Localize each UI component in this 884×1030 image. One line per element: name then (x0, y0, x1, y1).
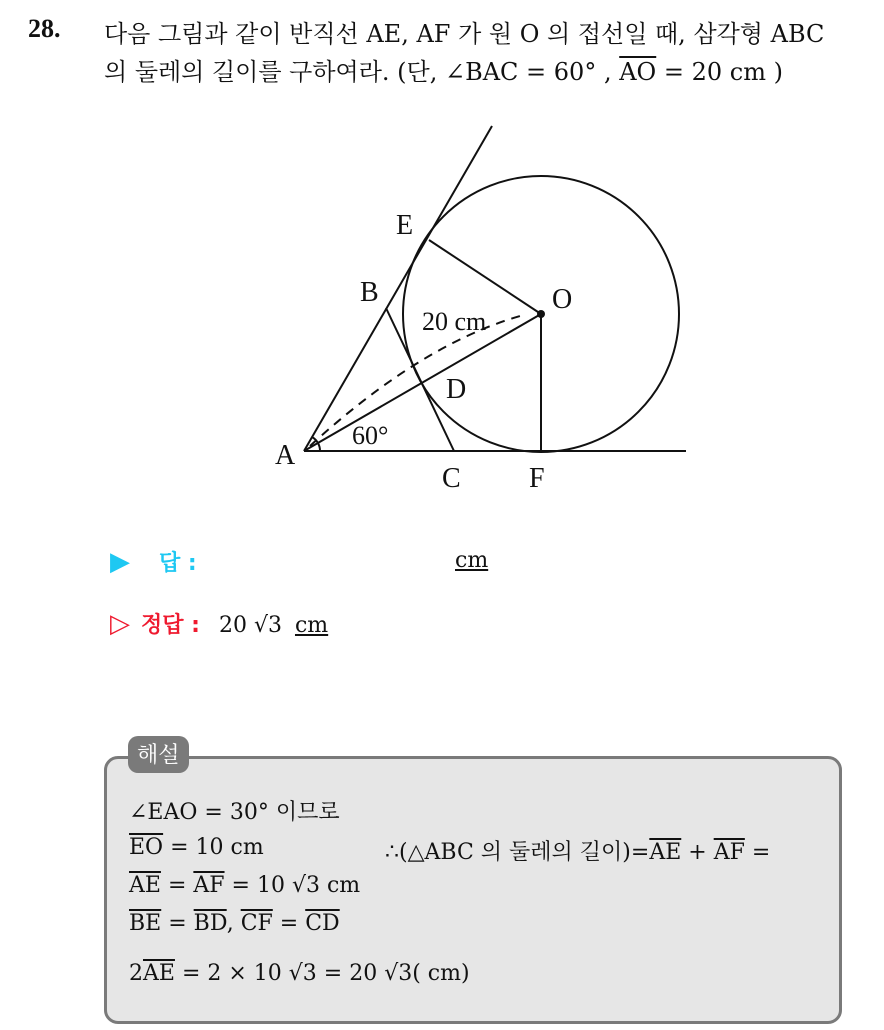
solution-line-2-right (385, 835, 770, 866)
solution-line-3 (129, 873, 360, 898)
label-a: A (275, 440, 296, 471)
label-e: E (396, 210, 414, 241)
segment-ae-final: $\overline{AE}$ (143, 961, 175, 986)
solution-line-2 (129, 835, 264, 860)
segment-af-right: $\overline{AF}$ (713, 840, 745, 865)
label-d: D (446, 374, 467, 405)
correct-answer-row (110, 608, 328, 639)
solution-line-1: ∠EAO = 30° 이므로 (129, 800, 340, 825)
solution-equals: = (744, 840, 771, 865)
label-c: C (442, 463, 461, 494)
label-o: O (552, 284, 573, 315)
solution-tab: 해설 (128, 736, 189, 773)
segment-ao: $\overline{AO}$ (619, 58, 657, 86)
arc-dashed (310, 316, 520, 446)
solution-line-5-pre: 2 (129, 961, 143, 986)
segment-cf: $\overline{CF}$ (240, 911, 273, 936)
label-f: F (529, 463, 545, 494)
question-text-line2-pre: 의 둘레의 길이를 구하여라. (단, ∠BAC = 60° , (104, 58, 620, 86)
solution-line-4-comma: , (226, 911, 241, 936)
center-point-o (537, 310, 545, 318)
radius-label: 20 cm (422, 307, 487, 336)
solution-line-3-eq: = (160, 873, 194, 898)
solution-line-4-eq1: = (161, 911, 194, 936)
label-b: B (360, 277, 379, 308)
question-text-line2-post: = 20 cm ) (656, 58, 783, 86)
segment-be: $\overline{BE}$ (129, 911, 162, 936)
segment-ae-right: $\overline{AE}$ (649, 840, 682, 865)
angle-label: 60° (352, 421, 389, 450)
segment-eo: $\overline{EO}$ (129, 835, 164, 860)
play-arrow-icon: ▶ (110, 547, 130, 577)
answer-unit: cm (455, 548, 489, 573)
segment-cd: $\overline{CD}$ (305, 911, 340, 936)
solution-perimeter-text: ∴(△ABC 의 둘레의 길이)= (385, 840, 650, 865)
solution-box (104, 756, 842, 1024)
segment-ae: $\overline{AE}$ (129, 873, 161, 898)
segment-eo-line (429, 240, 541, 314)
solution-line-5-rest: = 2 × 10 √3 = 20 √3( cm) (174, 961, 470, 986)
correct-answer-label: 정답 : (141, 613, 200, 638)
solution-plus: + (681, 840, 714, 865)
solution-line-3-rest: = 10 √3 cm (224, 873, 361, 898)
hollow-arrow-icon: ▷ (110, 609, 130, 639)
solution-line-4 (129, 911, 340, 936)
segment-bd: $\overline{BD}$ (193, 911, 227, 936)
answer-label: 답 : (159, 551, 197, 576)
answer-row (110, 546, 489, 577)
question-text-line1: 다음 그림과 같이 반직선 AE, AF 가 원 O 의 접선일 때, 삼각형 ABC (104, 20, 825, 48)
solution-line-5 (129, 961, 470, 986)
correct-answer-value: 20 √3 (218, 613, 282, 638)
question-number: 28. (28, 14, 61, 43)
solution-line-4-eq2: = (272, 911, 306, 936)
correct-answer-unit: cm (294, 613, 329, 638)
solution-line-2-rest: = 10 cm (163, 835, 264, 860)
segment-af: $\overline{AF}$ (193, 873, 225, 898)
